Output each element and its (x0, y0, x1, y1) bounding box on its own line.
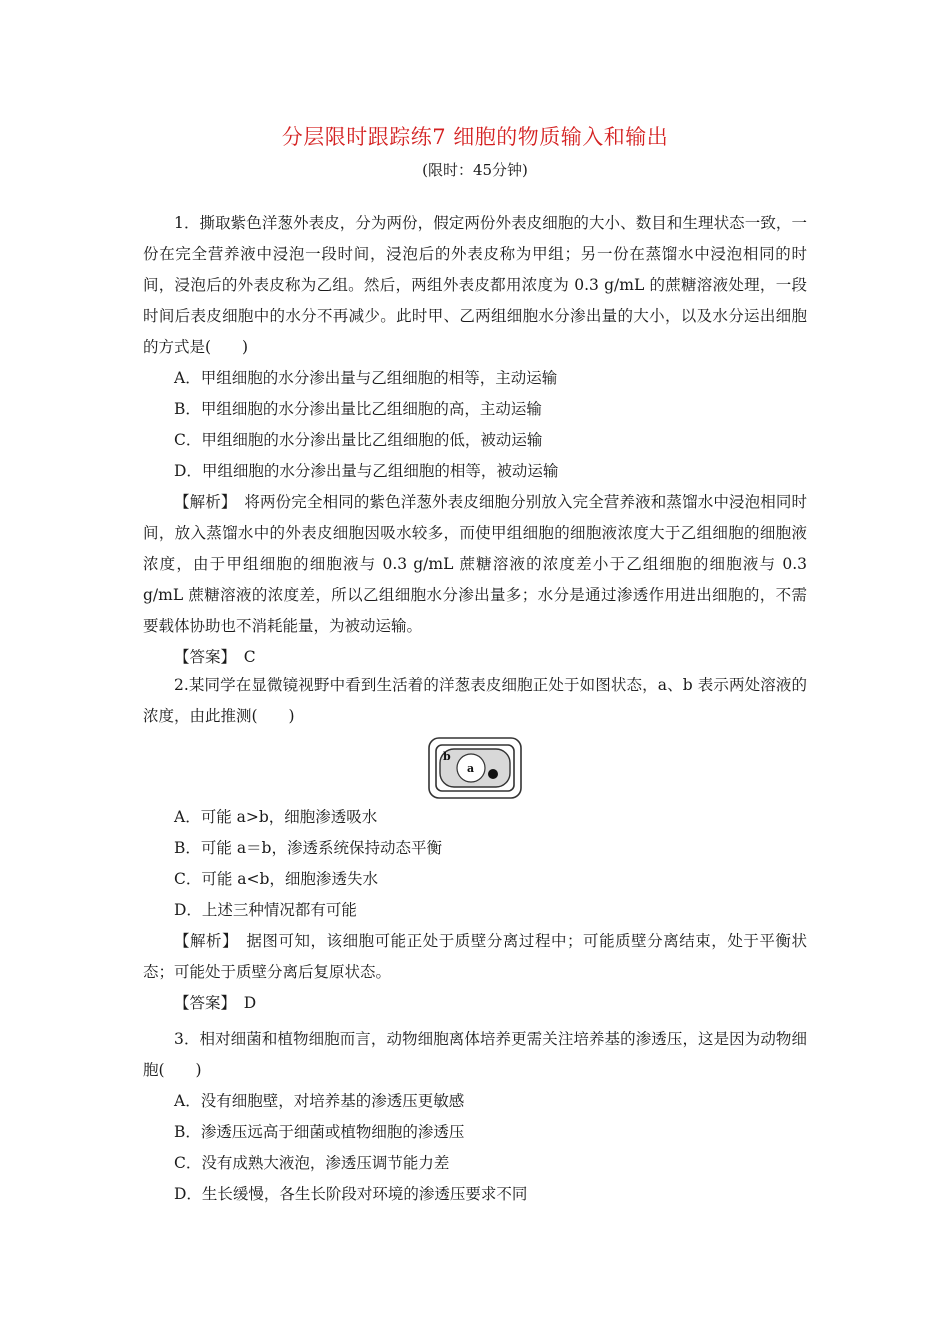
question-1-option-d: D．甲组细胞的水分渗出量与乙组细胞的相等，被动运输 (174, 462, 559, 480)
question-1-stem: 1．撕取紫色洋葱外表皮，分为两份，假定两份外表皮细胞的大小、数目和生理状态一致，一份在完全营养液中浸泡一段时间，浸泡后的外表皮称为甲组；另一份在蒸馏水中浸泡相同的时间，浸泡后的外表皮称为乙组。然后，两组外表皮都用浓度为 0.3 g/mL 的蔗糖溶液处理，一段时间后表皮细胞中的水分不再减少。此时甲、乙两组细胞水分渗出量的大小，以及水分运出细胞的方式是( ) (143, 214, 807, 356)
label-a: a (467, 762, 475, 775)
plasmolysis-cell-figure (427, 736, 523, 800)
analysis-text: 将两份完全相同的紫色洋葱外表皮细胞分别放入完全营养液和蒸馏水中浸泡相同时间，放入蒸馏水中的外表皮细胞因吸水较多，而使甲组细胞的细胞液浓度大于乙组细胞的细胞液浓度，由于甲组细胞的细胞液与 0.3 g/mL 蔗糖溶液的浓度差小于乙组细胞的细胞液与 0.3 g/mL 蔗糖溶液的浓度差，所以乙组细胞水分渗出量多；水分是通过渗透作用进出细胞的，不需要载体协助也不消耗能量，为被动运输。 (143, 493, 807, 635)
answer-value: D (243, 994, 257, 1012)
answer-label: 【答案】 (174, 994, 229, 1012)
question-1-option-c: C．甲组细胞的水分渗出量比乙组细胞的低，被动运输 (174, 431, 543, 449)
question-2-option-d: D．上述三种情况都有可能 (174, 901, 357, 919)
question-2 (143, 670, 807, 1019)
analysis-label: 【解析】 (174, 493, 229, 511)
question-1-analysis (143, 487, 807, 642)
question-1-option-a: A．甲组细胞的水分渗出量与乙组细胞的相等，主动运输 (174, 369, 558, 387)
question-2-analysis (143, 926, 807, 988)
question-1-answer (143, 642, 807, 673)
question-2-answer (143, 988, 807, 1019)
question-2-option-a: A．可能 a>b，细胞渗透吸水 (174, 808, 378, 826)
page-title: 分层限时跟踪练7 细胞的物质输入和输出 (281, 125, 669, 149)
analysis-text: 据图可知，该细胞可能正处于质壁分离过程中；可能质壁分离结束，处于平衡状态；可能处于质壁分离后复原状态。 (143, 932, 807, 981)
question-3-stem: 3．相对细菌和植物细胞而言，动物细胞离体培养更需关注培养基的渗透压，这是因为动物细胞( ) (143, 1030, 807, 1079)
question-3-option-b: B．渗透压远高于细菌或植物细胞的渗透压 (174, 1123, 465, 1141)
question-2-stem: 2.某同学在显微镜视野中看到生活着的洋葱表皮细胞正处于如图状态，a、b 表示两处溶液的浓度，由此推测( ) (143, 676, 807, 725)
question-3-option-c: C．没有成熟大液泡，渗透压调节能力差 (174, 1154, 450, 1172)
question-3-option-d: D．生长缓慢，各生长阶段对环境的渗透压要求不同 (174, 1185, 528, 1203)
answer-label: 【答案】 (174, 648, 229, 666)
question-1 (143, 208, 807, 673)
answer-value: C (243, 648, 256, 666)
analysis-label: 【解析】 (174, 932, 231, 950)
nucleus (488, 769, 498, 779)
question-3-option-a: A．没有细胞壁，对培养基的渗透压更敏感 (174, 1092, 465, 1110)
question-2-option-c: C．可能 a<b，细胞渗透失水 (174, 870, 378, 888)
time-limit: (限时：45分钟) (422, 161, 528, 179)
label-b: b (443, 750, 451, 763)
question-1-option-b: B．甲组细胞的水分渗出量比乙组细胞的高，主动运输 (174, 400, 542, 418)
question-3 (143, 1024, 807, 1210)
question-2-option-b: B．可能 a＝b，渗透系统保持动态平衡 (174, 839, 442, 857)
